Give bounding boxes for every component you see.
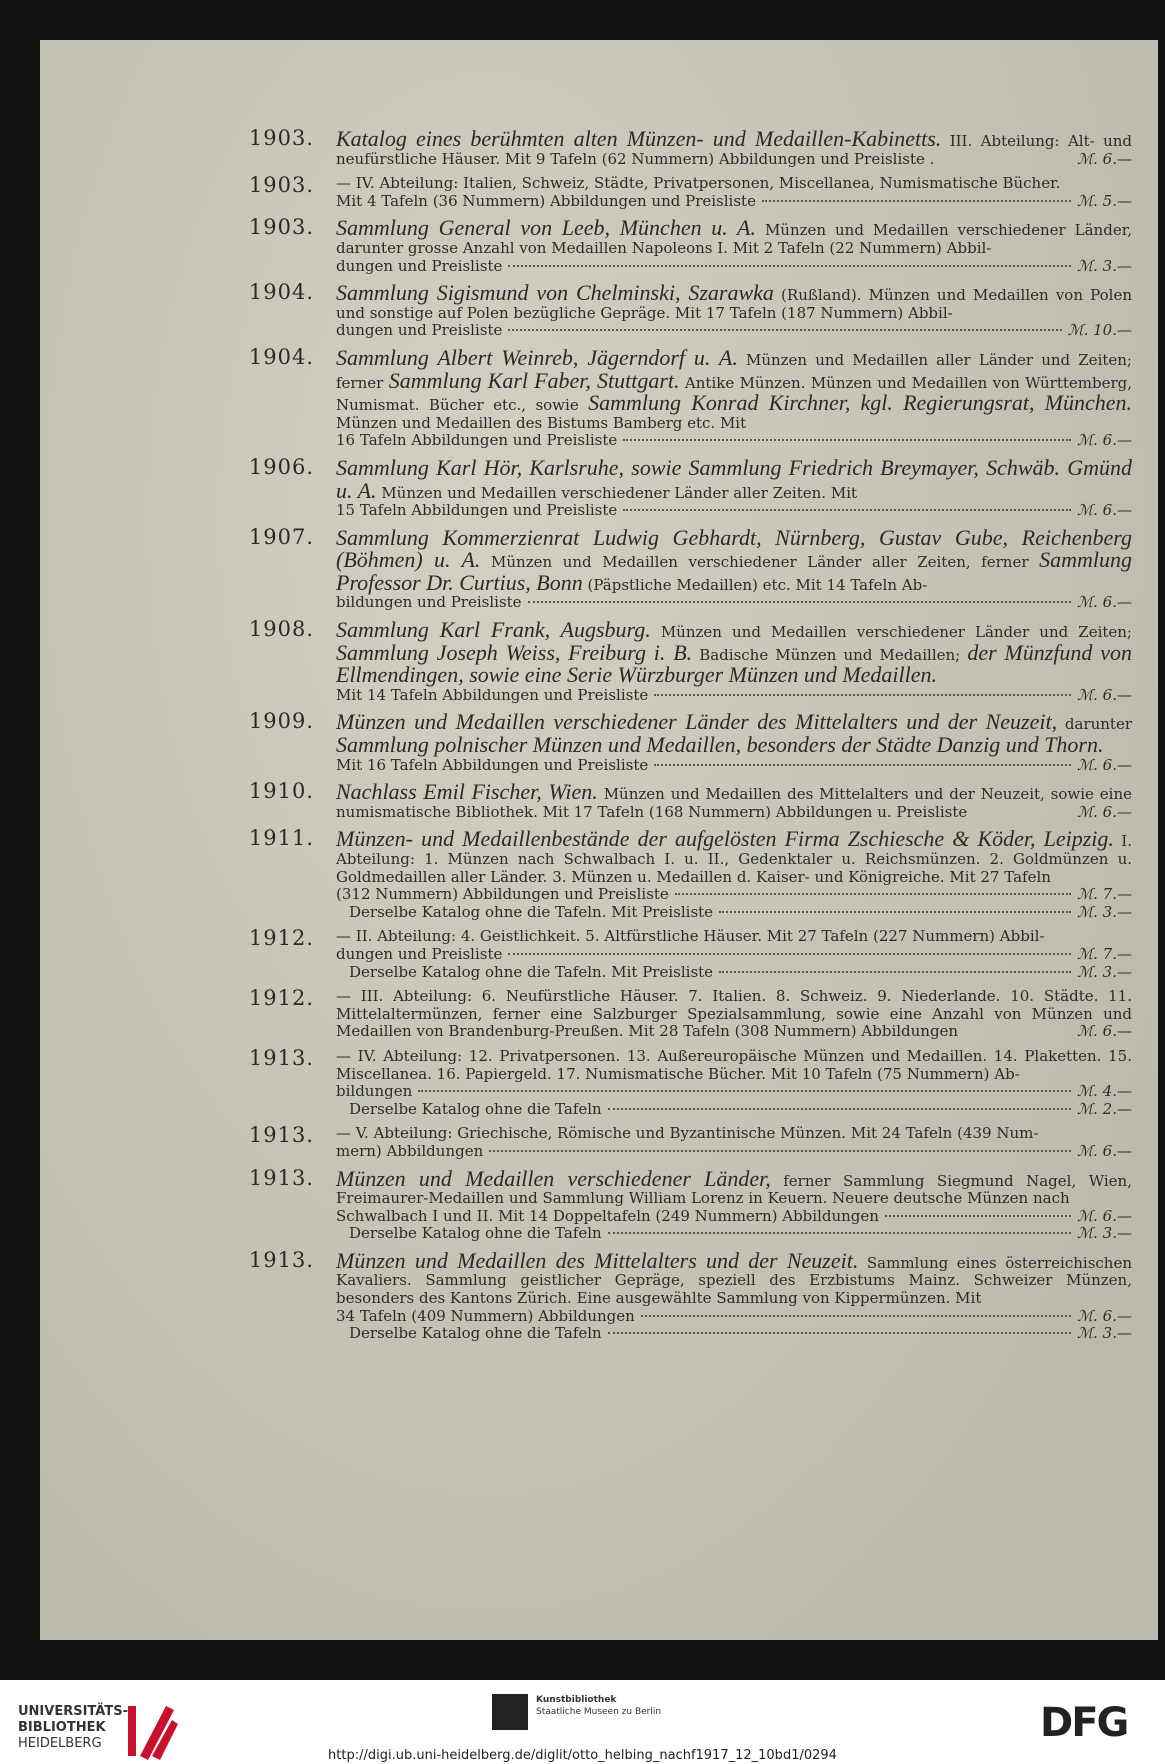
entry-title-3: der Münzfund von Ellmendingen, sowie eine Serie Würzburger Münzen und Medaillen. [336, 639, 1132, 688]
catalog-entry [40, 828, 1158, 921]
entry-title-3: Sammlung Konrad Kirchner, kgl. Regierungsrat, München. [588, 390, 1132, 416]
ub-heidelberg-logo[interactable] [18, 1704, 128, 1752]
entry-price: ℳ. 6.— [1077, 501, 1132, 520]
entry-year: 1903. [248, 126, 314, 150]
entry-price: ℳ. 7.— [1077, 944, 1132, 963]
entry-lead: 16 Tafeln Abbildungen und Preisliste [336, 431, 618, 450]
catalog-entry [40, 128, 1158, 168]
entry-text: Münzen und Medaillen aller Länder und Zeiten; ferner [336, 350, 1132, 392]
entry-body [336, 781, 1132, 821]
ub-logo-line1: UNIVERSITÄTS- [18, 1704, 128, 1719]
entry-price: ℳ. 6.— [1077, 1206, 1132, 1225]
catalog-entry [40, 711, 1158, 774]
entry-body [336, 175, 1132, 210]
catalog-entry [40, 1165, 1158, 1243]
entry-lead: Mit 14 Tafeln Abbildungen und Preisliste [336, 685, 649, 704]
catalog-entry [40, 1247, 1158, 1343]
entry-lead: Mit 4 Tafeln (36 Nummern) Abbildungen und Preisliste [336, 191, 756, 210]
entry-body [336, 1247, 1132, 1343]
leader-dots [508, 329, 1061, 331]
entry-title: Sammlung Kommerzienrat Ludwig Gebhardt, Nürnberg, Gustav Gube, Reichenberg (Böhmen) u. A. [336, 524, 1132, 573]
entry-year: 1913. [248, 1045, 314, 1070]
entry-price: ℳ. 6.— [1077, 1141, 1132, 1160]
entry-body [336, 1048, 1132, 1118]
entry-body [336, 711, 1132, 774]
leader-dots [623, 439, 1071, 441]
entry-lead: 34 Tafeln (409 Nummern) Abbildungen [336, 1306, 635, 1325]
entry-title-2: Sammlung Joseph Weiss, Freiburg i. B. [336, 639, 693, 665]
entry-year: 1912. [248, 986, 314, 1011]
entry-price: ℳ. 10.— [1067, 321, 1132, 340]
entry-title: Sammlung Karl Frank, Augsburg. [336, 617, 651, 643]
entry-text: I. Abteilung: 1. Münzen nach Schwalbach I. u. II., Gedenktaler u. Reichsmünzen. 2. Goldmünzen u. Goldmedaillen aller Länder. 3. Münzen u. Medaillen d. Kaiser- und Königreiche. Mit 27 Tafeln [336, 832, 1132, 886]
entry-title: Sammlung General von Leeb, München u. A. [336, 215, 756, 241]
entry-lead: 15 Tafeln Abbildungen und Preisliste [336, 501, 618, 520]
leader-dots [418, 1090, 1071, 1092]
leader-dots [654, 694, 1071, 696]
entry-body [336, 524, 1132, 612]
entry-title: Katalog eines berühmten alten Münzen- und Medaillen-Kabinetts. [336, 126, 942, 151]
leader-dots [608, 1108, 1071, 1110]
entry-text: — IV. Abteilung: 12. Privatpersonen. 13. Außereuropäische Münzen und Medaillen. 14. Plaketten. 15. Miscellanea. 16. Papiergeld. 17. Numismatische Bücher. Mit 10 Tafeln (75 Nummern) Ab- [336, 1046, 1132, 1083]
entry-price: ℳ. 6.— [1077, 755, 1132, 774]
entry-body [336, 988, 1132, 1041]
kb-logo-line1: Kunstbibliothek [536, 1695, 617, 1705]
entry-text-2: (Päpstliche Medaillen) etc. Mit 14 Tafeln Ab- [587, 575, 928, 594]
entry-lead: bildungen [336, 1082, 413, 1101]
catalog-entry [40, 928, 1158, 981]
entry-year: 1911. [248, 826, 314, 851]
entry-lead: mern) Abbildungen [336, 1141, 484, 1160]
catalog-entry [40, 1125, 1158, 1160]
entry-text-3: Münzen und Medaillen des Bistums Bamberg etc. Mit [336, 413, 747, 432]
leader-dots [675, 893, 1071, 895]
entry-year: 1910. [248, 779, 314, 804]
entry-year: 1909. [248, 709, 314, 734]
footer-bar [0, 1680, 1165, 1764]
entry-text: — III. Abteilung: 6. Neufürstliche Häuser. 7. Italien. 8. Schweiz. 9. Niederlande. 10. Städte. 11. Mittelaltermünzen, ferner eine Salzburger Spezialsammlung, sowie eine Anzahl von Münzen und Medaillen von Brandenburg-Preußen. Mit 28 Tafeln (308 Nummern) Abbildungen [336, 987, 1132, 1041]
catalog-entry [40, 282, 1158, 340]
entry-title: Sammlung Karl Hör, Karlsruhe, sowie Sammlung Friedrich Breymayer, Schwäb. Gmünd u. A. [336, 454, 1132, 503]
catalog-entry [40, 619, 1158, 704]
entry-text: (Rußland). Münzen und Medaillen von Polen und sonstige auf Polen bezügliche Gepräge. Mit 17 Tafeln (187 Nummern) Abbil- [336, 286, 1132, 322]
entry-extra: Derselbe Katalog ohne die Tafeln. Mit Preisliste [349, 962, 714, 981]
entry-text: darunter [1064, 715, 1132, 734]
entry-year: 1904. [248, 344, 314, 369]
entry-text: — V. Abteilung: Griechische, Römische und Byzantinische Münzen. Mit 24 Tafeln (439 Num- [336, 1124, 1039, 1143]
entry-body [336, 619, 1132, 704]
entry-price: ℳ. 3.— [1077, 256, 1132, 275]
entry-title: Nachlass Emil Fischer, Wien. [336, 779, 598, 805]
catalog-entry [40, 781, 1158, 821]
entry-price: ℳ. 6.— [1077, 1306, 1132, 1325]
entry-price: ℳ. 6.— [1077, 1022, 1132, 1041]
leader-dots [719, 911, 1071, 913]
entry-body [336, 454, 1132, 520]
entry-year: 1912. [248, 926, 314, 951]
entry-price: ℳ. 6.— [1077, 149, 1132, 168]
entry-title-2: Sammlung Karl Faber, Stuttgart. [388, 367, 680, 393]
entry-title: Münzen und Medaillen des Mittelalters und der Neuzeit. [336, 1247, 859, 1273]
entry-extra-price: ℳ. 3.— [1077, 1224, 1132, 1243]
entry-price: ℳ. 6.— [1077, 685, 1132, 704]
entry-year: 1913. [248, 1165, 314, 1190]
ub-logo-line2: BIBLIOTHEK [18, 1720, 106, 1735]
entry-lead: Schwalbach I und II. Mit 14 Doppeltafeln (249 Nummern) Abbildungen [336, 1206, 879, 1225]
entry-year: 1913. [248, 1123, 314, 1148]
entry-body [336, 1165, 1132, 1243]
entry-year: 1907. [248, 524, 314, 549]
entry-body [336, 1125, 1132, 1160]
entry-extra: Derselbe Katalog ohne die Tafeln. Mit Preisliste [349, 902, 714, 921]
entry-lead: dungen und Preisliste [336, 944, 503, 963]
leader-dots [489, 1150, 1071, 1152]
entry-year: 1908. [248, 617, 314, 642]
entry-text: — IV. Abteilung: Italien, Schweiz, Städte, Privatpersonen, Miscellanea, Numismatische Bücher. [336, 174, 1061, 193]
entry-year: 1913. [248, 1247, 314, 1272]
leader-dots [608, 1332, 1071, 1334]
catalog-entry [40, 217, 1158, 275]
entry-text: ferner Sammlung Siegmund Nagel, Wien, Freimaurer-Medaillen und Sammlung William Lorenz in Keuern. Neuere deutsche Münzen nach [336, 1171, 1132, 1208]
leader-dots [608, 1232, 1071, 1234]
entry-price: ℳ. 6.— [1077, 802, 1132, 821]
entry-text: Münzen und Medaillen des Mittelalters und der Neuzeit, sowie eine numismatische Bibliothek. Mit 17 Tafeln (168 Nummern) Abbildungen u. Preisliste [336, 785, 1132, 821]
entry-lead: dungen und Preisliste [336, 321, 503, 340]
entry-body [336, 828, 1132, 921]
entry-extra-price: ℳ. 3.— [1077, 902, 1132, 921]
entry-lead: Mit 16 Tafeln Abbildungen und Preisliste [336, 755, 649, 774]
entry-text: Münzen und Medaillen verschiedener Länder, darunter grosse Anzahl von Medaillen Napoleons I. Mit 2 Tafeln (22 Nummern) Abbil- [336, 221, 1132, 257]
entry-text-2: Badische Münzen und Medaillen; [699, 645, 961, 664]
catalog-entry [40, 988, 1158, 1041]
entry-text: Münzen und Medaillen verschiedener Länder aller Zeiten. Mit [381, 483, 858, 502]
entry-title: Münzen und Medaillen verschiedener Länder, [336, 1165, 771, 1191]
leader-dots [623, 509, 1071, 511]
entry-title: Münzen und Medaillen verschiedener Länder des Mittelalters und der Neuzeit, [336, 709, 1058, 735]
catalog-list [40, 128, 1158, 1350]
entry-price: ℳ. 6.— [1077, 593, 1132, 612]
entry-title: Münzen- und Medaillenbestände der aufgelösten Firma Zschiesche & Köder, Leipzig. [336, 826, 1114, 852]
entry-text: Sammlung eines österreichischen Kavaliers. Sammlung geistlicher Gepräge, speziell des Erzbistums Mainz. Schweizer Münzen, besonders des Kantons Zürich. Eine ausgewählte Sammlung von Kippermünzen. Mit [336, 1253, 1132, 1308]
catalog-entry [40, 454, 1158, 520]
entry-text: Münzen und Medaillen verschiedener Länder aller Zeiten, ferner [491, 553, 1029, 572]
leader-dots [508, 265, 1071, 267]
entry-body [336, 217, 1132, 275]
catalog-entry [40, 1045, 1158, 1118]
entry-title-2: Sammlung Professor Dr. Curtius, Bonn [336, 547, 1132, 595]
entry-extra-price: ℳ. 3.— [1077, 962, 1132, 981]
leader-dots [508, 953, 1071, 955]
leader-dots [654, 764, 1071, 766]
entry-year: 1906. [248, 454, 314, 479]
entry-body [336, 928, 1132, 981]
entry-text-2: Antike Münzen. Münzen und Medaillen von Württemberg, Numismat. Bücher etc., sowie [336, 373, 1132, 415]
catalog-entry [40, 344, 1158, 450]
kb-logo-line2: Staatliche Museen zu Berlin [536, 1707, 662, 1717]
ub-logo-line3: HEIDELBERG [18, 1736, 102, 1751]
entry-title-2: Sammlung polnischer Münzen und Medaillen, besonders der Städte Danzig und Thorn. [336, 732, 1104, 758]
entry-lead: (312 Nummern) Abbildungen und Preisliste [336, 885, 669, 904]
leader-dots [528, 601, 1072, 603]
leader-dots [641, 1315, 1071, 1317]
entry-price: ℳ. 6.— [1077, 431, 1132, 450]
entry-price: ℳ. 5.— [1077, 191, 1132, 210]
entry-extra-price: ℳ. 3.— [1077, 1324, 1132, 1343]
entry-text: III. Abteilung: Alt- und neufürstliche Häuser. Mit 9 Tafeln (62 Nummern) Abbildungen und Preisliste . [336, 132, 1132, 168]
entry-extra-price: ℳ. 2.— [1077, 1099, 1132, 1118]
entry-extra: Derselbe Katalog ohne die Tafeln [349, 1324, 602, 1343]
entry-price: ℳ. 7.— [1077, 885, 1132, 904]
entry-text: — II. Abteilung: 4. Geistlichkeit. 5. Altfürstliche Häuser. Mit 27 Tafeln (227 Nummern) Abbil- [336, 927, 1045, 946]
permalink-url[interactable]: http://digi.ub.uni-heidelberg.de/diglit/otto_helbing_nachf1917_12_10bd1/0294 [328, 1748, 837, 1763]
entry-title: Sammlung Sigismund von Chelminski, Szarawka [336, 280, 774, 306]
entry-body [336, 282, 1132, 340]
entry-lead: dungen und Preisliste [336, 256, 503, 275]
dfg-logo[interactable]: DFG [1040, 1700, 1128, 1746]
kunstbibliothek-logo[interactable] [492, 1694, 661, 1730]
leader-dots [885, 1215, 1071, 1217]
kunstbibliothek-icon [492, 1694, 528, 1730]
scanned-page [40, 40, 1158, 1640]
entry-extra: Derselbe Katalog ohne die Tafeln [349, 1099, 602, 1118]
catalog-entry [40, 524, 1158, 612]
entry-title: Sammlung Albert Weinreb, Jägerndorf u. A. [336, 344, 738, 370]
leader-dots [719, 971, 1071, 973]
entry-body [336, 128, 1132, 168]
entry-extra: Derselbe Katalog ohne die Tafeln [349, 1224, 602, 1243]
entry-year: 1903. [248, 215, 314, 240]
entry-price: ℳ. 4.— [1077, 1082, 1132, 1101]
entry-lead: bildungen und Preisliste [336, 593, 522, 612]
entry-body [336, 344, 1132, 450]
entry-year: 1903. [248, 173, 314, 198]
catalog-entry [40, 175, 1158, 210]
leader-dots [762, 200, 1071, 202]
entry-year: 1904. [248, 280, 314, 305]
entry-text: Münzen und Medaillen verschiedener Länder und Zeiten; [660, 623, 1132, 642]
